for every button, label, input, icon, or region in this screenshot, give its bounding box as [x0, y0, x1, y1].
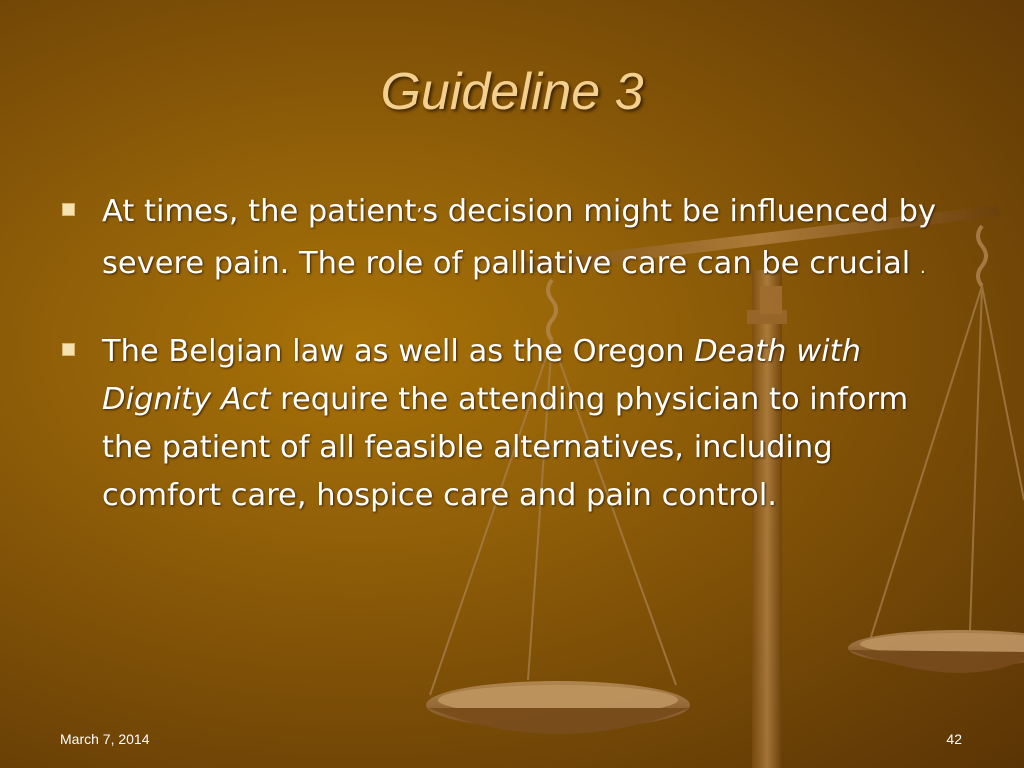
- bullet-list: [62, 188, 952, 556]
- bullet-text-part: At times, the patient: [102, 194, 417, 229]
- bullet-item: [62, 188, 952, 292]
- bullet-text: [102, 194, 936, 281]
- square-bullet-icon: [62, 343, 75, 356]
- bullet-text-part: require the attending physician to inform the patient of all feasible alternatives, including comfort care, hospice care and pain control.: [102, 382, 909, 513]
- apostrophe: ’: [416, 205, 423, 226]
- footer-date: March 7, 2014: [60, 731, 150, 747]
- act-name: Death with Dignity Act: [102, 334, 861, 417]
- bullet-text-part: The Belgian law as well as the Oregon: [102, 334, 695, 369]
- slide-number: 42: [946, 731, 962, 747]
- square-bullet-icon: [62, 203, 75, 216]
- bullet-item: [62, 328, 952, 520]
- slide-title: Guideline 3: [380, 63, 644, 121]
- bullet-text: [102, 334, 908, 513]
- trailing-period: .: [919, 257, 926, 278]
- bullet-text-part: s decision might be influenced by severe pain. The role of palliative care can be crucial: [102, 194, 936, 281]
